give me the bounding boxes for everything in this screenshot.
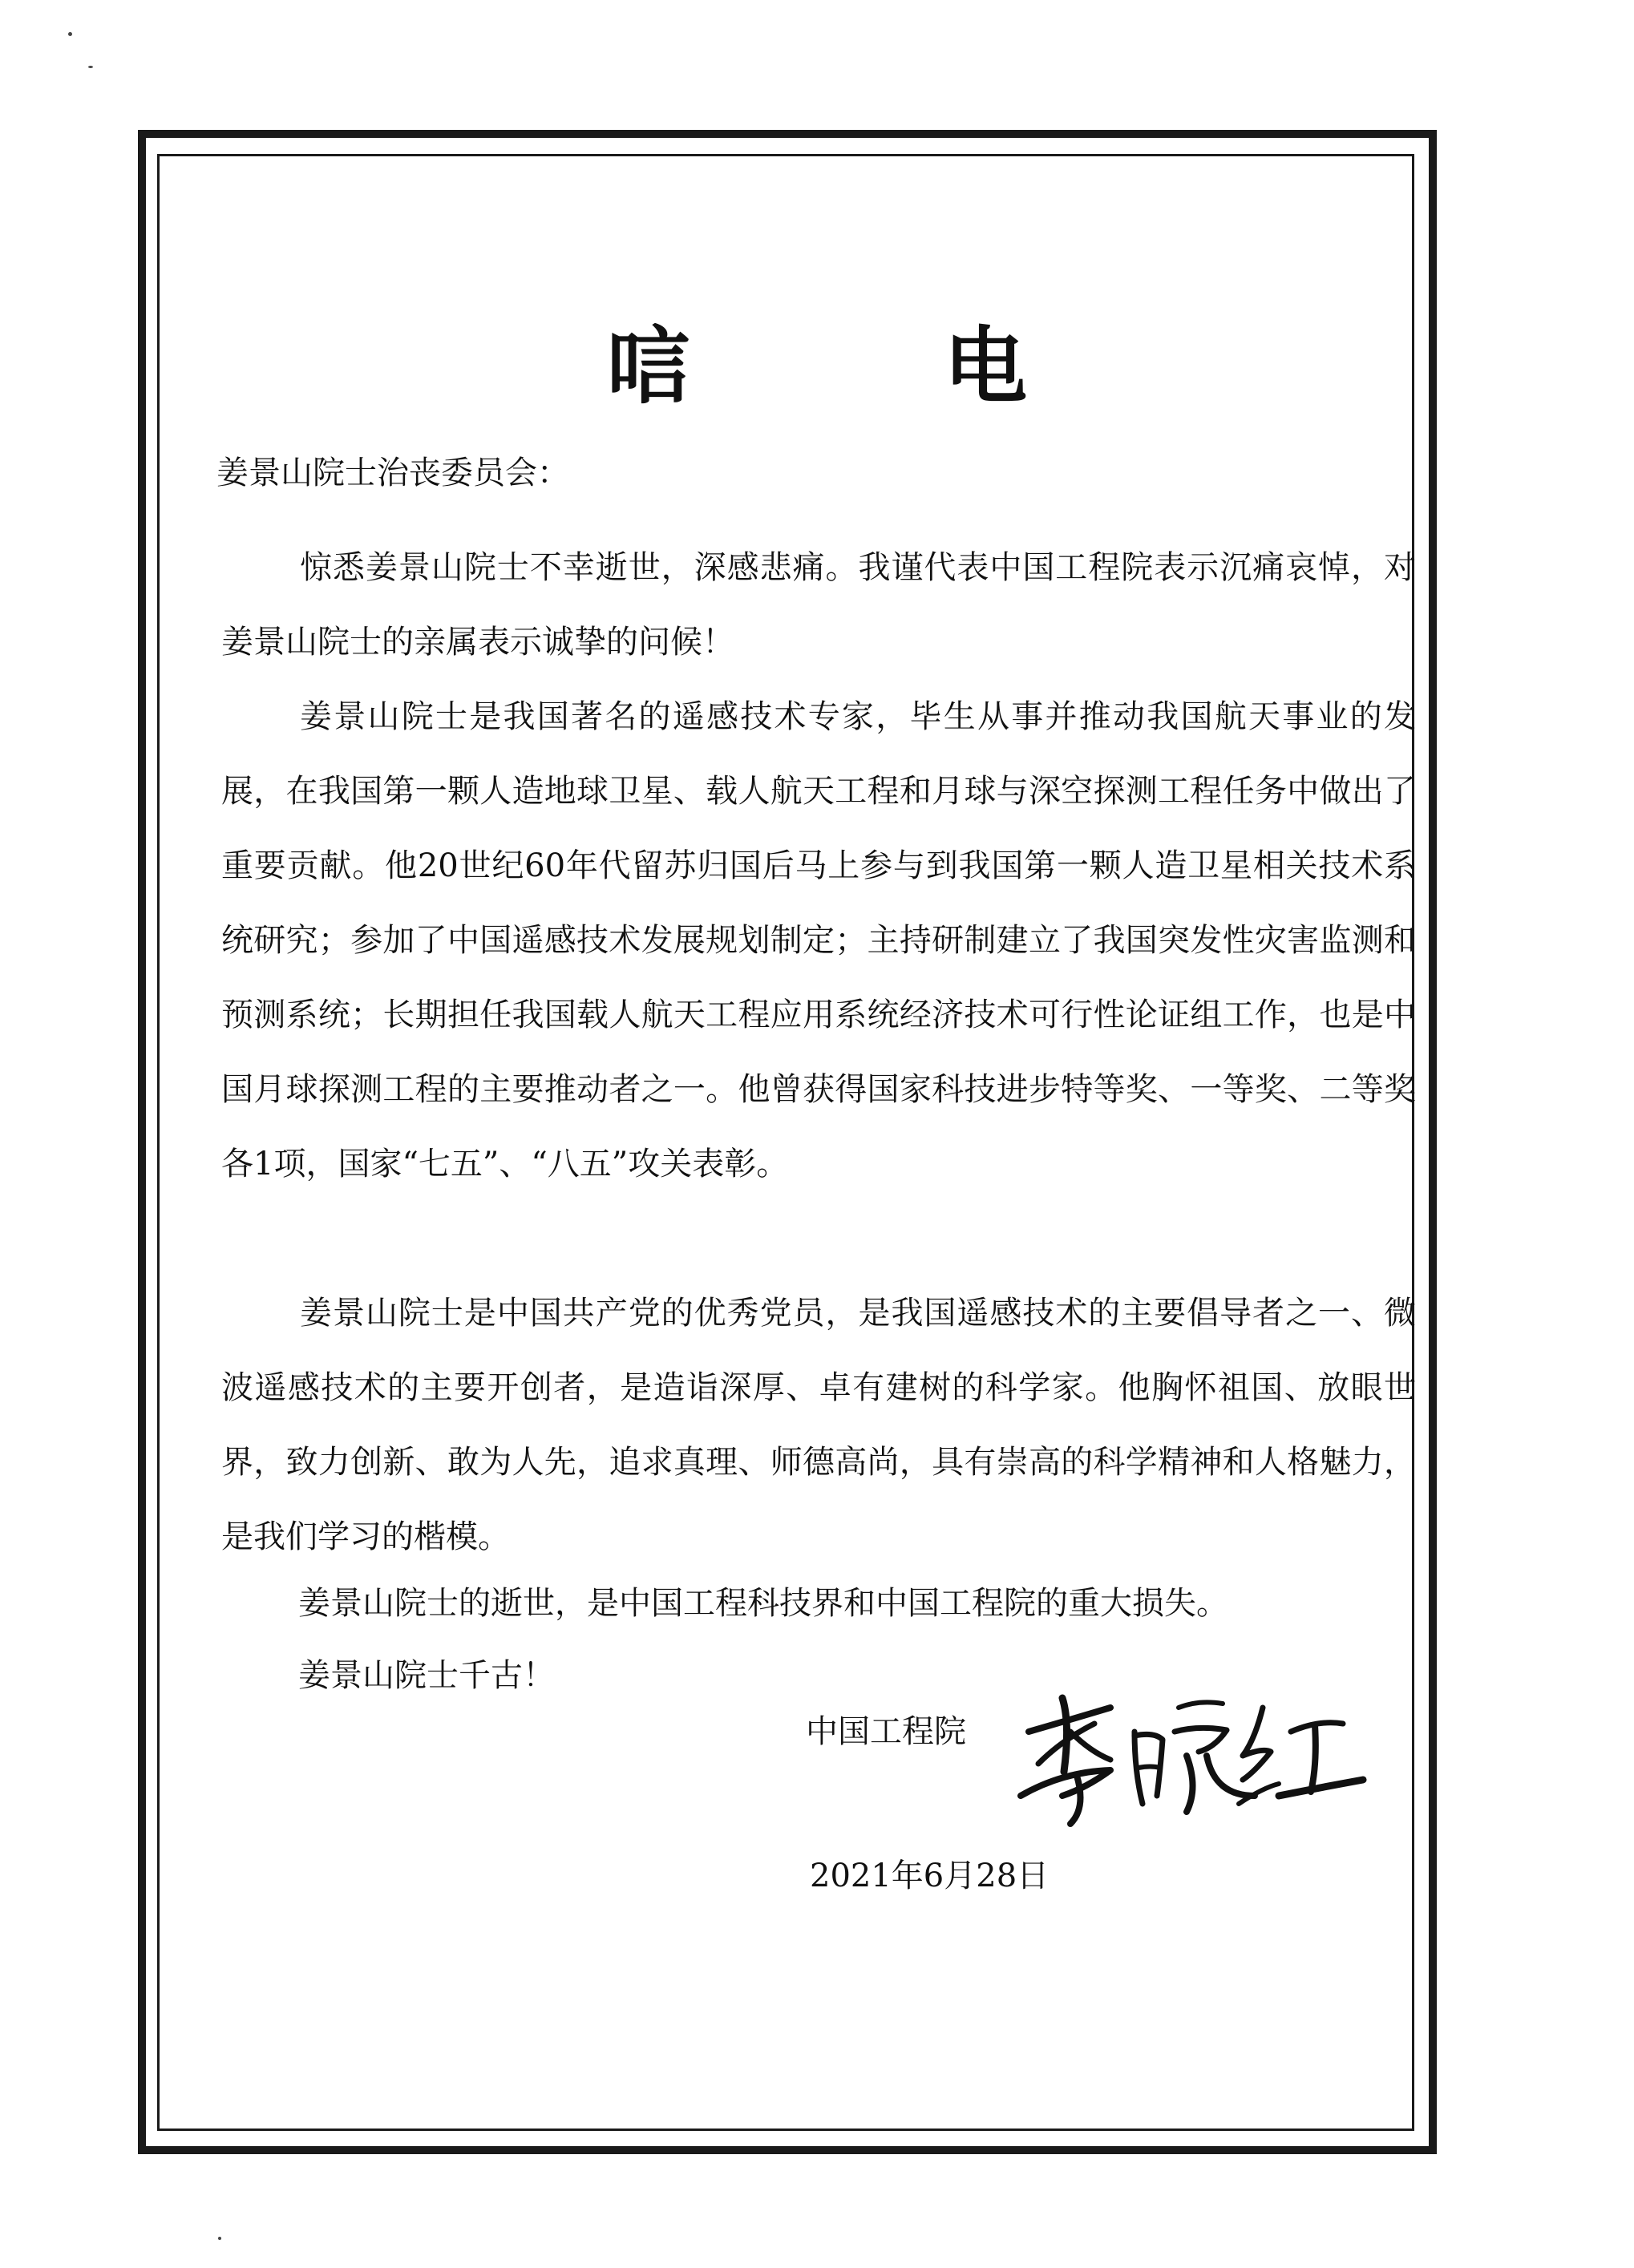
handwritten-signature [1014, 1676, 1367, 1828]
paragraph-contributions: 姜景山院士是我国著名的遥感技术专家，毕生从事并推动我国航天事业的发展，在我国第一颗人造地球卫星、载人航天工程和月球与深空探测工程任务中做出了重要贡献。他20世纪60年代留苏归国后马上参与到我国第一颗人造卫星相关技术系统研究；参加了中国遥感技术发展规划制定；主持研制建立了我国突发性灾害监测和预测系统；长期担任我国载人航天工程应用系统经济技术可行性论证组工作，也是中国月球探测工程的主要推动者之一。他曾获得国家科技进步特等奖、一等奖、二等奖各1项，国家“七五”、“八五”攻关表彰。 [221, 698, 1416, 1183]
paragraph-condolence: 惊悉姜景山院士不幸逝世，深感悲痛。我谨代表中国工程院表示沉痛哀悼，对姜景山院士的亲属表示诚挚的问候！ [221, 549, 1416, 661]
document-title: 唁 电 [606, 317, 1140, 415]
scan-speck [88, 66, 93, 68]
scan-speck [218, 2237, 221, 2240]
scan-speck [68, 32, 72, 36]
closing-line-loss: 姜景山院士的逝世，是中国工程科技界和中国工程院的重大损失。 [298, 1585, 1228, 1622]
salutation: 姜景山院士治丧委员会： [216, 455, 569, 491]
closing-line-farewell: 姜景山院士千古！ [298, 1657, 555, 1694]
document-date: 2021年6月28日 [810, 1858, 1050, 1894]
sender-organization: 中国工程院 [806, 1713, 966, 1750]
paragraph-character: 姜景山院士是中国共产党的优秀党员，是我国遥感技术的主要倡导者之一、微波遥感技术的主要开创者，是造诣深厚、卓有建树的科学家。他胸怀祖国、放眼世界，致力创新、敢为人先，追求真理、师德高尚，具有崇高的科学精神和人格魅力，是我们学习的楷模。 [221, 1295, 1416, 1555]
